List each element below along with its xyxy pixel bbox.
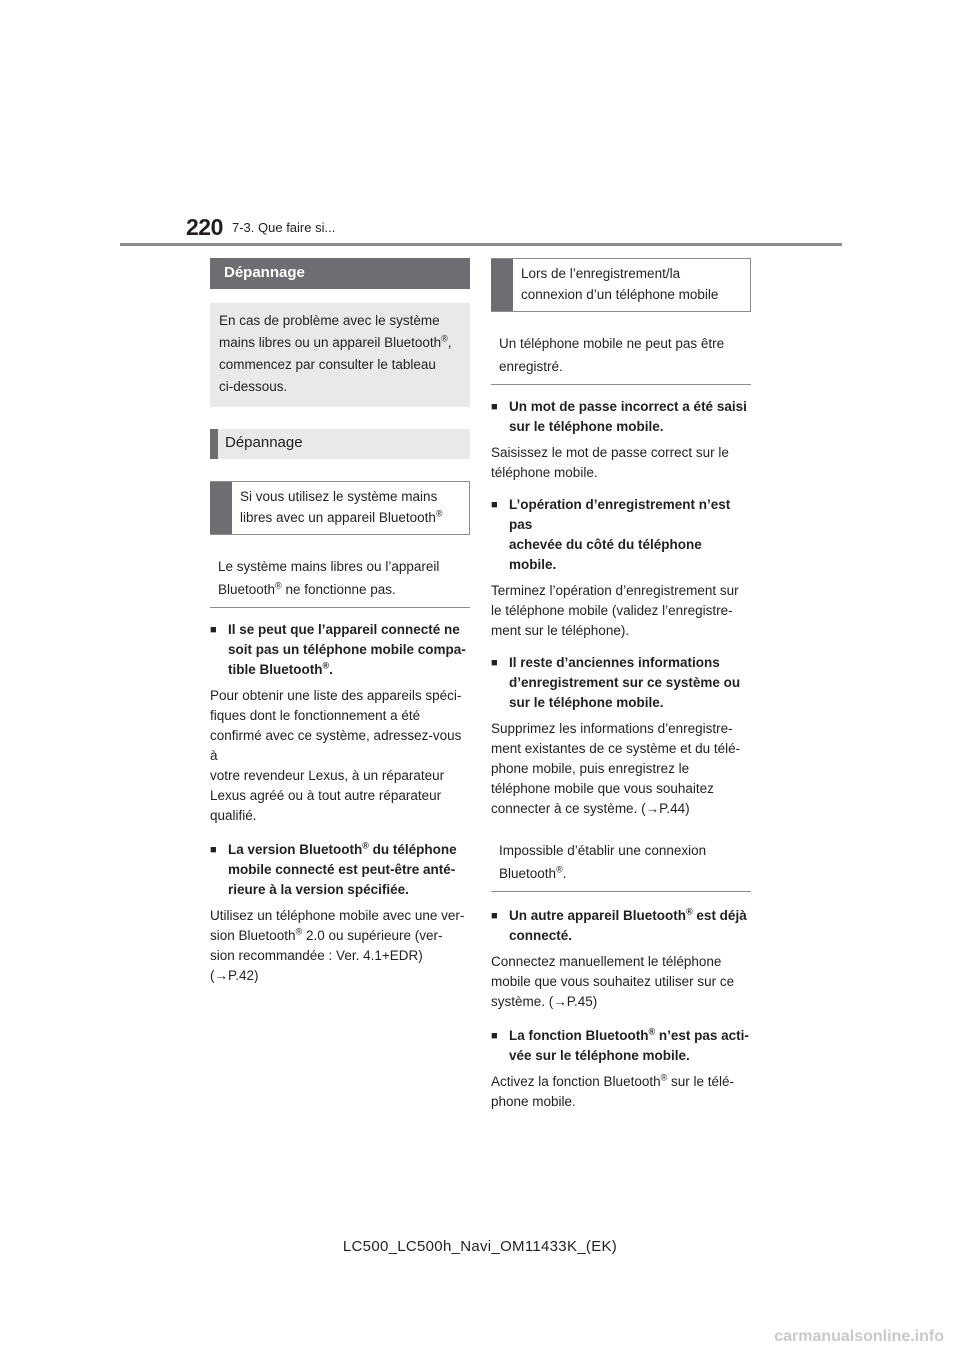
subsection-banner: Dépannage xyxy=(210,429,470,459)
square-bullet-icon: ■ xyxy=(491,401,498,413)
square-bullet-icon: ■ xyxy=(210,624,217,636)
arrow-right-icon: → xyxy=(214,968,228,983)
situation-bar xyxy=(210,482,232,534)
header-divider xyxy=(120,243,842,246)
cause-item: ■ Il reste d’anciennes informations d’enregistrement sur ce système ou sur le téléphone mobile. xyxy=(491,653,751,713)
right-column xyxy=(491,258,751,1112)
symptom-heading: Un téléphone mobile ne peut pas être enregistré. xyxy=(491,332,751,385)
square-bullet-icon: ■ xyxy=(491,910,498,922)
arrow-right-icon: → xyxy=(553,994,567,1009)
cause-item: ■ La version Bluetooth® du téléphone mobile connecté est peut-être anté- rieure à la version spécifiée. xyxy=(210,840,470,900)
section-banner: Dépannage xyxy=(210,258,470,289)
arrow-right-icon: → xyxy=(645,801,660,816)
footer-doc-id: LC500_LC500h_Navi_OM11433K_(EK) xyxy=(342,1238,618,1255)
remedy-text: Terminez l’opération d’enregistrement sur le téléphone mobile (validez l’enregistre- ment sur le téléphone). xyxy=(491,583,739,638)
remedy-text: Pour obtenir une liste des appareils spéci- fiques dont le fonctionnement a été confirmé avec ce système, adressez-vous à votre revendeur Lexus, à un réparateur Lexus agréé ou à tout autre réparateur qualifié. xyxy=(210,688,462,823)
square-bullet-icon: ■ xyxy=(491,657,498,669)
cause-item: ■ La fonction Bluetooth® n’est pas acti- vée sur le téléphone mobile. xyxy=(491,1026,751,1066)
remedy-text: Saisissez le mot de passe correct sur le téléphone mobile. xyxy=(491,445,729,480)
cause-item: ■ Un autre appareil Bluetooth® est déjà connecté. xyxy=(491,906,751,946)
symptom-heading: Impossible d’établir une connexion Bluetooth®. xyxy=(491,839,751,892)
remedy-text: Connectez manuellement le téléphone mobile que vous souhaitez utiliser sur ce système. (→P.45) xyxy=(491,954,735,1009)
watermark: carmanualsonline.info xyxy=(774,1328,944,1345)
cause-item: ■ Un mot de passe incorrect a été saisi sur le téléphone mobile. xyxy=(491,397,751,437)
square-bullet-icon: ■ xyxy=(491,499,498,511)
symptom-heading: Le système mains libres ou l’appareil Bluetooth® ne fonctionne pas. xyxy=(210,555,470,608)
page-number: 220 xyxy=(186,214,223,240)
remedy-text: Utilisez un téléphone mobile avec une ver- sion Bluetooth® 2.0 ou supérieure (ver- sion recommandée : Ver. 4.1+EDR) (→P.42) xyxy=(210,908,465,983)
cause-item: ■ L’opération d’enregistrement n’est pas achevée du côté du téléphone mobile. xyxy=(491,495,751,575)
page-link[interactable]: P.42) xyxy=(228,968,259,983)
left-column xyxy=(210,258,470,986)
page-link[interactable]: P.45) xyxy=(566,994,598,1009)
chapter-title: 7-3. Que faire si... xyxy=(232,220,336,235)
situation-box: Si vous utilisez le système mains libres avec un appareil Bluetooth® xyxy=(210,481,470,535)
situation-box: Lors de l’enregistrement/la connexion d’un téléphone mobile xyxy=(491,258,751,312)
situation-bar xyxy=(491,259,513,311)
remedy-text: Activez la fonction Bluetooth® sur le télé- phone mobile. xyxy=(491,1072,735,1109)
square-bullet-icon: ■ xyxy=(491,1030,498,1042)
intro-box: En cas de problème avec le système mains libres ou un appareil Bluetooth®, commencez par consulter le tableau ci-dessous. xyxy=(210,303,470,407)
remedy-text: Supprimez les informations d’enregistre- ment existantes de ce système et du télé- phone mobile, puis enregistrez le téléphone mobile que vous souhaitez connecter à ce système. (→P.44) xyxy=(491,721,741,816)
page-link[interactable]: P.44) xyxy=(659,801,690,816)
cause-item: ■ Il se peut que l’appareil connecté ne soit pas un téléphone mobile compa- tible Bluetooth®. xyxy=(210,620,470,680)
square-bullet-icon: ■ xyxy=(210,844,217,856)
